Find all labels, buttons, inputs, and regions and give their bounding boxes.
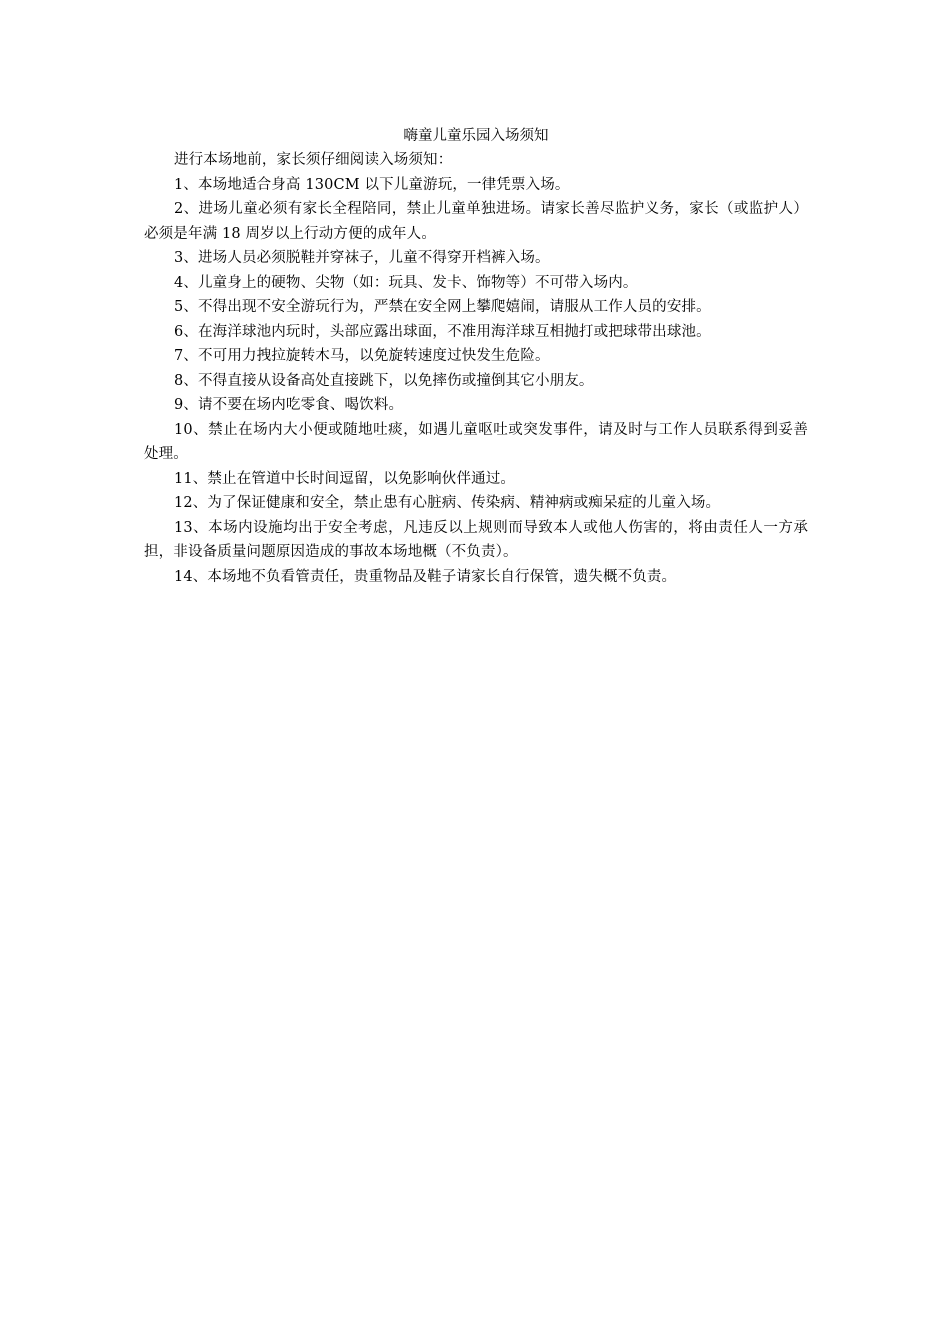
rule-10: 10、禁止在场内大小便或随地吐痰，如遇儿童呕吐或突发事件，请及时与工作人员联系得到妥善处理。 (144, 421, 808, 462)
rule-12: 12、为了保证健康和安全，禁止患有心脏病、传染病、精神病或痴呆症的儿童入场。 (174, 495, 721, 511)
rule-6: 6、在海洋球池内玩时，头部应露出球面，不准用海洋球互相抛打或把球带出球池。 (174, 323, 711, 340)
rule-9: 9、请不要在场内吃零食、喝饮料。 (174, 397, 404, 413)
document-body (144, 124, 808, 589)
rule-4: 4、儿童身上的硬物、尖物（如：玩具、发卡、饰物等）不可带入场内。 (174, 274, 638, 291)
rule-8: 8、不得直接从设备高处直接跳下，以免摔伤或撞倒其它小朋友。 (174, 372, 594, 389)
document-title: 嗨童儿童乐园入场须知 (403, 128, 549, 144)
rule-13: 13、本场内设施均出于安全考虑，凡违反以上规则而导致本人或他人伤害的，将由责任人一方承担，非设备质量问题原因造成的事故本场地概（不负责）。 (144, 519, 808, 560)
rule-7: 7、不可用力拽拉旋转木马，以免旋转速度过快发生危险。 (174, 348, 550, 364)
rule-3: 3、进场人员必须脱鞋并穿袜子，儿童不得穿开档裤入场。 (174, 250, 550, 266)
rule-2: 2、进场儿童必须有家长全程陪同，禁止儿童单独进场。请家长善尽监护义务，家长（或监护人）必须是年满 18 周岁以上行动方便的成年人。 (144, 201, 808, 242)
rule-1: 1、本场地适合身高 130CM 以下儿童游玩，一律凭票入场。 (174, 176, 570, 193)
intro-paragraph: 进行本场地前，家长须仔细阅读入场须知： (174, 152, 453, 168)
rule-5: 5、不得出现不安全游玩行为，严禁在安全网上攀爬嬉闹，请服从工作人员的安排。 (174, 299, 711, 315)
rule-14: 14、本场地不负看管责任，贵重物品及鞋子请家长自行保管，遗失概不负责。 (174, 568, 677, 585)
rule-11: 11、禁止在管道中长时间逗留，以免影响伙伴通过。 (174, 470, 516, 487)
